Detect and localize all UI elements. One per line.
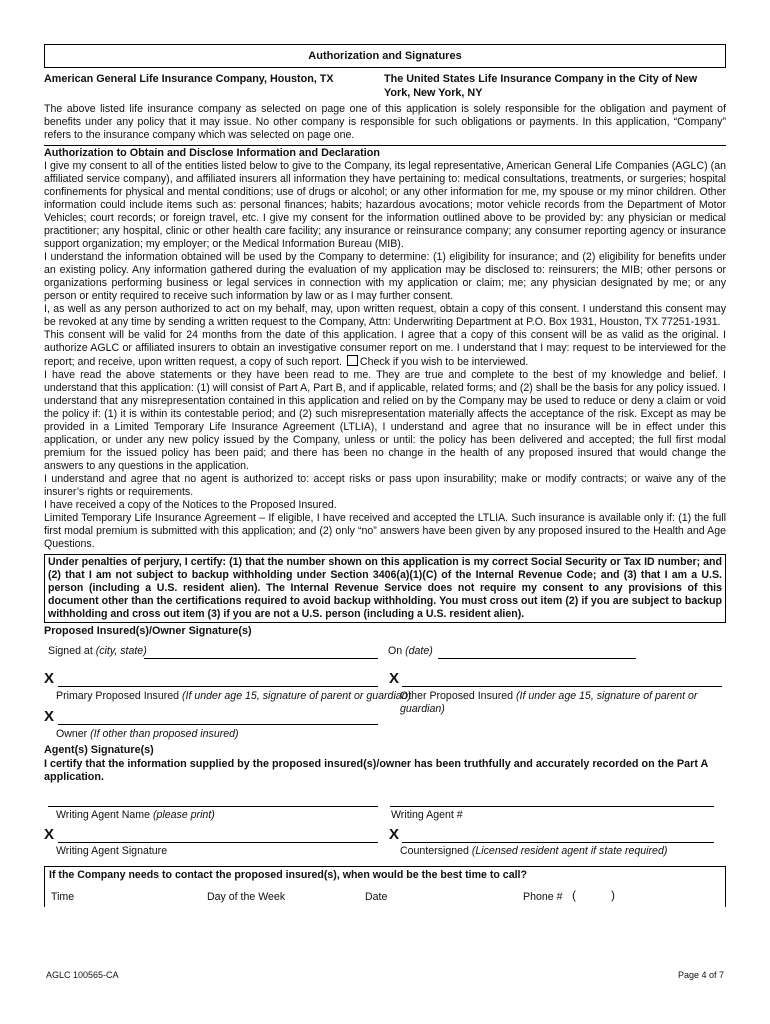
other-text: Other Proposed Insured [400, 690, 514, 702]
contact-time-label: Time [51, 891, 75, 903]
validity-text: This consent will be valid for 24 months from the date of this application. I agree that a copy of this consent will be as valid as the original. I authorize AGLC or affiliated insurers to obtain an investigative consumer report on me. I understand that I may: request to be interviewed for the report; and receive, upon written request, a copy of such report. [44, 329, 726, 368]
page-number: Page 4 of 7 [678, 970, 725, 980]
agent-x-mark: X [44, 826, 55, 843]
countersign-x-mark: X [389, 826, 400, 843]
other-insured-signature-line[interactable] [402, 674, 722, 687]
signed-at-label [48, 645, 147, 658]
signed-at-row [44, 640, 726, 662]
company-right: The United States Life Insurance Company in the City of New York, New York, NY [384, 73, 698, 99]
form-id: AGLC 100565-CA [46, 970, 119, 980]
countersigned-text: Countersigned [400, 845, 469, 857]
interview-checkbox-label: Check if you wish to be interviewed. [359, 356, 529, 368]
on-date-label [388, 645, 433, 658]
contact-day-label: Day of the Week [207, 891, 286, 903]
usage-paragraph: I understand the information obtained will be used by the Company to determine: (1) eligibility for insurance; and (2) eligibility for benefits under an existing policy. Any information gathered during the evaluation of my application may be disclosed to: reinsurers; the MIB; other persons or organizations performing business or legal services in connection with my application or claim; me; any physician designated by me; or any person or entity required to receive such information by law or as I may further consent. [44, 251, 726, 302]
consent-paragraph: I give my consent to all of the entities listed below to give to the Company, its legal representative, American General Life Companies (AGLC) (an affiliated service company), and affiliated insurers all information they have pertaining to: medical consultations, treatments, or surgeries; hospital confinements for physical and mental conditions; use of drugs or alcohol; or any other information for me, my spouse or my minor children. Other information could include items such as: personal finances; habits; hazardous avocations; motor vehicle records from the Department of Motor Vehicles; court records; or foreign travel, etc. I give my consent for the information outlined above to be provided by: any physician or medical practitioner; any hospital, clinic or other health care facility; any insurance or reinsurance company; any consumer reporting agency or insurance support organization; my employer; or the Medical Information Bureau (MIB). [44, 160, 726, 250]
agent-name-text: Writing Agent Name [56, 809, 151, 821]
on-hint: (date) [405, 645, 433, 657]
declaration-paragraph: I have read the above statements or they have been read to me. They are true and complete to the best of my knowledge and belief. I understand that this application: (1) will consist of Part A, Part B, and if applicable, related forms; and (2) shall be the basis for any policy issued. I understand that any misrepresentation contained in this application and relied on by the Company may be used to reduce or deny a claim or void the policy if: (1) it is within its contestable period; and (2) such misrepresentation materially affects the acceptance of the risk. Except as may be provided in a Limited Temporary Life Insurance Agreement (LTLIA), I understand and agree that no insurance will be in effect under this application, or under any new policy issued by the Company, unless or until: the policy has been delivered and accepted; the full first modal premium for the issued policy has been paid; and there has been no change in the health of any proposed insured that would change the answers to any questions in the application. [44, 369, 726, 472]
agent-number-input[interactable] [390, 796, 714, 807]
signatures-heading: Proposed Insured(s)/Owner Signature(s) [44, 625, 252, 637]
on-text: On [388, 645, 403, 657]
owner-x-mark: X [44, 708, 55, 725]
phone-area-open: ( [572, 888, 576, 902]
contact-preference-box [44, 866, 726, 907]
form-page [44, 44, 726, 907]
agent-signature-line[interactable] [58, 830, 378, 843]
notices-paragraph: I have received a copy of the Notices to the Proposed Insured. [44, 499, 337, 511]
primary-insured-label [56, 690, 411, 703]
agent-name-input[interactable] [48, 796, 378, 807]
agent-signature-label: Writing Agent Signature [56, 845, 168, 857]
authorization-heading: Authorization to Obtain and Disclose Information and Declaration [44, 145, 726, 160]
phone-area-close: ) [611, 888, 615, 902]
countersigned-label [400, 845, 667, 858]
signed-at-hint: (city, state) [95, 645, 147, 657]
agent-name-row [44, 790, 726, 824]
contact-phone-label: Phone # [523, 891, 563, 903]
company-left: American General Life Insurance Company, Houston, TX [44, 73, 334, 85]
contact-date-label: Date [365, 891, 388, 903]
date-input[interactable] [438, 644, 636, 659]
primary-hint: (If under age 15, signature of parent or guardian) [182, 690, 412, 702]
primary-text: Primary Proposed Insured [56, 690, 180, 702]
company-names [44, 72, 726, 100]
interview-checkbox[interactable] [347, 355, 358, 366]
agent-heading: Agent(s) Signature(s) [44, 744, 154, 756]
owner-signature-row [44, 710, 726, 744]
signed-at-input[interactable] [144, 644, 378, 659]
signed-at-text: Signed at [48, 645, 93, 657]
agent-name-label [56, 809, 215, 822]
ltlia-paragraph: Limited Temporary Life Insurance Agreement – If eligible, I have received and accepted the LTLIA. Such insurance is available only if: (1) the full first modal premium is submitted with this application; and (2) only “no” answers have been given by any proposed insured to the Health and Age Questions. [44, 512, 726, 550]
countersigned-hint: (Licensed resident agent if state required) [471, 845, 668, 857]
countersign-signature-line[interactable] [402, 830, 714, 843]
agent-certify: I certify that the information supplied by the proposed insured(s)/owner has been truthfully and accurately recorded on the Part A application. [44, 758, 708, 783]
agent-authority-paragraph: I understand and agree that no agent is authorized to: accept risks or pass upon insurability; make or modify contracts; or waive any of the insurer’s rights or requirements. [44, 473, 726, 498]
owner-label [56, 728, 239, 741]
agent-number-label: Writing Agent # [391, 809, 463, 821]
primary-insured-signature-line[interactable] [58, 674, 378, 687]
owner-signature-line[interactable] [58, 712, 378, 725]
owner-hint: (If other than proposed insured) [90, 728, 239, 740]
owner-text: Owner [56, 728, 88, 740]
insured-signature-row [44, 666, 726, 715]
primary-x-mark: X [44, 670, 55, 687]
agent-name-hint: (please print) [152, 809, 215, 821]
revocation-paragraph: I, as well as any person authorized to act on my behalf, may, upon written request, obtain a copy of this consent. I understand this consent may be revoked at any time by sending a written request to the Company, Attn: Underwriting Department at P.O. Box 1931, Houston, TX 77251-1931. [44, 303, 726, 328]
perjury-certification: Under penalties of perjury, I certify: (1) that the number shown on this application is my correct Social Security or Tax ID number; and (2) that I am not subject to backup withholding under Section 3406(a)(1)(C) of the Internal Revenue Code; and (3) that I am a U.S. person (including a U.S. resident alien). The Internal Revenue Service does not require my consent to any provisions of this document other than the certifications required to avoid backup withholding. You must cross out item (2) if you are subject to backup withholding and cross out item (3) if you are not a U.S. person (including a U.S. resident alien). [44, 554, 726, 623]
other-hint: (If under age 15, signature of parent or guardian) [400, 690, 698, 715]
intro-paragraph: The above listed life insurance company as selected on page one of this application is solely responsible for the obligation and payment of benefits under any policy that it may issue. No other company is responsible for such obligations or payments. In this application, “Company” refers to the insurance company which was selected on page one. [44, 103, 726, 141]
contact-question: If the Company needs to contact the proposed insured(s), when would be the best time to call? [49, 869, 527, 881]
agent-signature-row [44, 828, 726, 860]
section-title: Authorization and Signatures [44, 44, 726, 68]
other-x-mark: X [389, 670, 400, 687]
validity-paragraph [44, 329, 726, 369]
